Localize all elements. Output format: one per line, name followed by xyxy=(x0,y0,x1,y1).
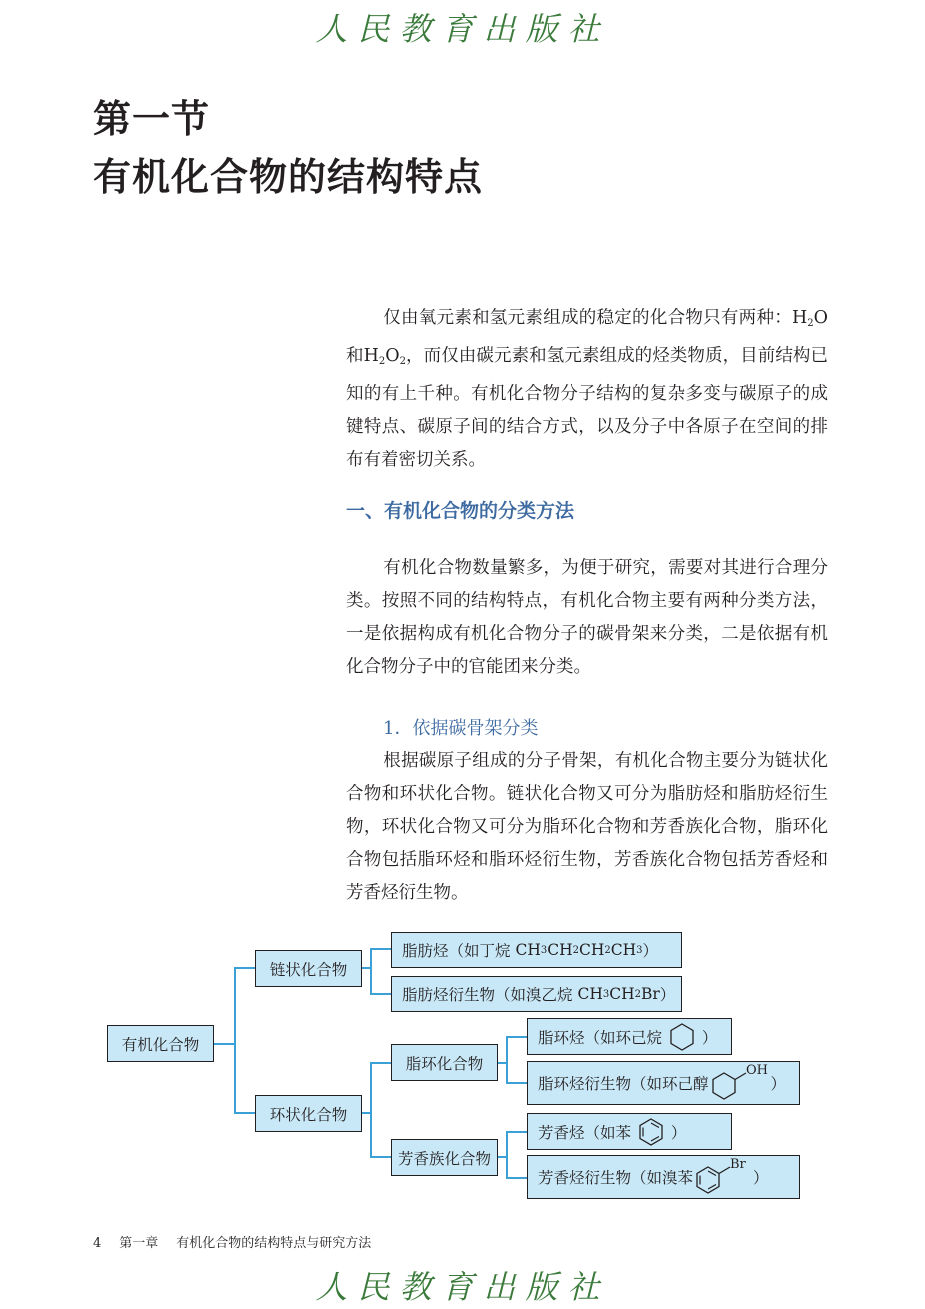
connector xyxy=(370,1062,391,1064)
connector xyxy=(506,1082,527,1084)
section-number: 第一节 xyxy=(93,97,211,141)
connector xyxy=(370,1156,391,1158)
cyclohexanol-structure xyxy=(709,1063,771,1103)
box-alicyclic-hydrocarbon: 脂环烃（如环己烷 ） xyxy=(527,1018,732,1055)
intro-paragraph: 仅由氧元素和氢元素组成的稳定的化合物只有两种：$H_2O$和$H_2O_2$，而仅由碳元素和氢元素组成的烃类物质，目前结构已知的有上千种。有机化合物分子结构的复杂多变与碳原子的成键特点、碳原子间的结合方式，以及分子中各原子在空间的排布有着密切关系。 xyxy=(346,308,829,470)
page-number: 4 xyxy=(93,1236,102,1251)
box-ring-compounds: 环状化合物 xyxy=(255,1095,362,1132)
cyclohexane-structure xyxy=(667,1022,697,1052)
connector xyxy=(370,1062,372,1157)
page-footer xyxy=(93,1232,389,1251)
box-aromatic-compounds: 芳香族化合物 xyxy=(391,1139,498,1176)
connector xyxy=(370,993,391,995)
subheading-carbon-skeleton: 1．依据碳骨架分类 xyxy=(383,718,539,739)
connector xyxy=(234,1112,255,1114)
connector xyxy=(234,967,236,1113)
bromobenzene-structure xyxy=(693,1157,753,1197)
connector xyxy=(370,948,391,950)
connector xyxy=(506,1036,508,1083)
br-label: Br xyxy=(730,1157,746,1172)
box-chain-compounds: 链状化合物 xyxy=(255,950,362,987)
publisher-watermark-bottom: 人民教育出版社 xyxy=(315,1268,610,1306)
box-alicyclic-derivative: 脂环烃衍生物（如环己醇 OH ） xyxy=(527,1061,800,1105)
box-organic-compounds: 有机化合物 xyxy=(107,1025,214,1062)
classification-paragraph: 有机化合物数量繁多，为便于研究，需要对其进行合理分类。按照不同的结构特点，有机化合物主要有两种分类方法，一是依据构成有机化合物分子的碳骨架来分类，二是依据有机化合物分子中的官能团来分类。 xyxy=(346,558,828,677)
box-aliphatic-hydrocarbon: 脂肪烃（如丁烷 CH 3 CH 2 CH 2 CH 3 ） xyxy=(391,932,682,968)
box-alicyclic-compounds: 脂环化合物 xyxy=(391,1044,498,1081)
connector xyxy=(234,967,255,969)
connector xyxy=(506,1131,527,1133)
oh-label: OH xyxy=(745,1063,768,1078)
section-title: 有机化合物的结构特点 xyxy=(93,155,484,199)
box-aromatic-hydrocarbon: 芳香烃（如苯 ） xyxy=(527,1113,732,1150)
connector xyxy=(506,1177,527,1179)
box-aliphatic-derivative: 脂肪烃衍生物（如溴乙烷 CH 3 CH 2 Br ） xyxy=(391,976,682,1012)
connector xyxy=(213,1043,235,1045)
footer-chapter-title: 有机化合物的结构特点与研究方法 xyxy=(176,1236,372,1251)
connector xyxy=(506,1131,508,1178)
benzene-structure xyxy=(636,1117,666,1147)
footer-chapter: 第一章 xyxy=(119,1236,159,1251)
box-aromatic-derivative: 芳香烃衍生物（如溴苯 Br ） xyxy=(527,1155,800,1199)
heading-classification-methods: 一、有机化合物的分类方法 xyxy=(346,500,575,522)
publisher-watermark-top: 人民教育出版社 xyxy=(315,10,610,48)
skeleton-paragraph: 根据碳原子组成的分子骨架，有机化合物主要分为链状化合物和环状化合物。链状化合物又可分为脂肪烃和脂肪烃衍生物，环状化合物又可分为脂环化合物和芳香族化合物，脂环化合物包括脂环烃和脂环烃衍生物，芳香族化合物包括芳香烃和芳香烃衍生物。 xyxy=(346,751,828,903)
connector xyxy=(506,1036,527,1038)
connector xyxy=(370,948,372,993)
